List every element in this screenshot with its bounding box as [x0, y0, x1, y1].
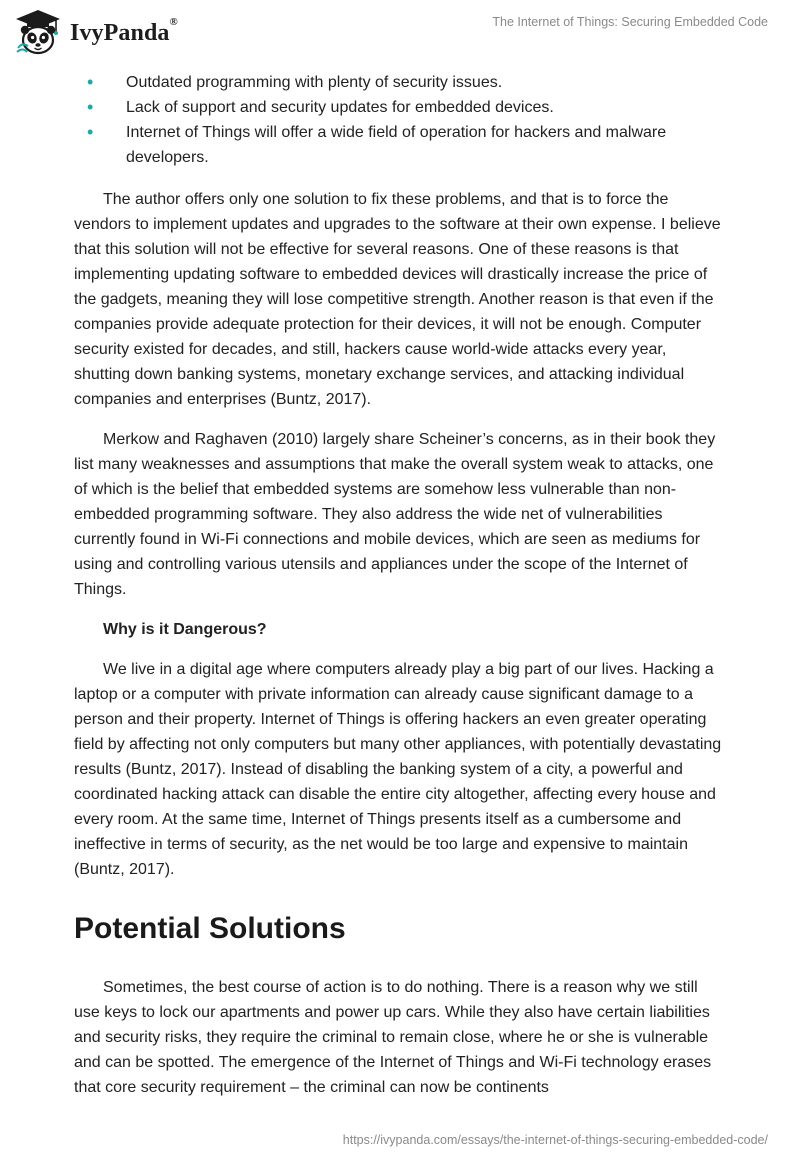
registered-mark: ® — [169, 15, 178, 28]
paragraph: Merkow and Raghaven (2010) largely share Scheiner’s concerns, as in their book they list many weaknesses and assumptions that make the overall system weak to attacks, one of which is the belief that embedded systems are somehow less vulnerable than non-embedded programming software. They also address the wide net of vulnerabilities currently found in Wi-Fi connections and mobile devices, which are seen as mediums for using and controlling various utensils and appliances under the scope of the Internet of Things. — [74, 431, 716, 598]
list-item: • Lack of support and security updates for embedded devices. — [74, 95, 726, 120]
bullet-dot-icon: • — [87, 72, 94, 92]
section-heading: Potential Solutions — [74, 912, 346, 945]
panda-logo-icon — [14, 8, 62, 56]
essay-content — [74, 70, 726, 1100]
paragraph: The author offers only one solution to fix these problems, and that is to force the vendors to implement updates and upgrades to the software at their own expense. I believe that this solution will not be effective for several reasons. One of these reasons is that implementing updating software to embedded devices will drastically increase the price of the gadgets, meaning they will lose competitive strength. Another reason is that even if the companies provide adequate protection for their devices, it will not be enough. Computer security existed for decades, and still, hackers cause world-wide attacks every year, shutting down banking systems, monetary exchange services, and attacking individual companies and enterprises (Buntz, 2017). — [74, 191, 721, 408]
brand-name: IvyPanda® — [70, 15, 178, 46]
paragraph: We live in a digital age where computers already play a big part of our lives. Hacking a laptop or a computer with private information can already cause significant damage to a person and their property. Internet of Things is offering hackers an even greater operating field by affecting not only computers but many other appliances, with potentially devastating results (Buntz, 2017). Instead of disabling the banking system of a city, a powerful and coordinated hacking attack can disable the entire city altogether, affecting every house and every room. At the same time, Internet of Things presents itself as a cumbersome and ineffective in terms of security, as the net would be too large and expensive to maintain (Buntz, 2017). — [74, 661, 722, 878]
bullet-dot-icon: • — [87, 122, 94, 142]
bullet-dot-icon: • — [87, 97, 94, 117]
subheading: Why is it Dangerous? — [103, 621, 267, 638]
paragraph: Sometimes, the best course of action is to do nothing. There is a reason why we still use keys to lock our apartments and power up cars. While they also have certain liabilities and security risks, they require the criminal to remain close, where he or she is vulnerable and can be spotted. The emergence of the Internet of Things and Wi-Fi technology erases that core security requirement – the criminal can now be continents — [74, 979, 712, 1096]
site-logo[interactable] — [14, 8, 178, 56]
source-url[interactable]: https://ivypanda.com/essays/the-internet-of-things-securing-embedded-code/ — [342, 1133, 768, 1147]
page-header — [0, 0, 800, 60]
list-item: • Outdated programming with plenty of security issues. — [74, 70, 726, 95]
bullet-list — [74, 70, 726, 170]
list-item: • Internet of Things will offer a wide field of operation for hackers and malware developers. — [87, 122, 667, 166]
document-title: The Internet of Things: Securing Embedded Code — [492, 15, 768, 29]
